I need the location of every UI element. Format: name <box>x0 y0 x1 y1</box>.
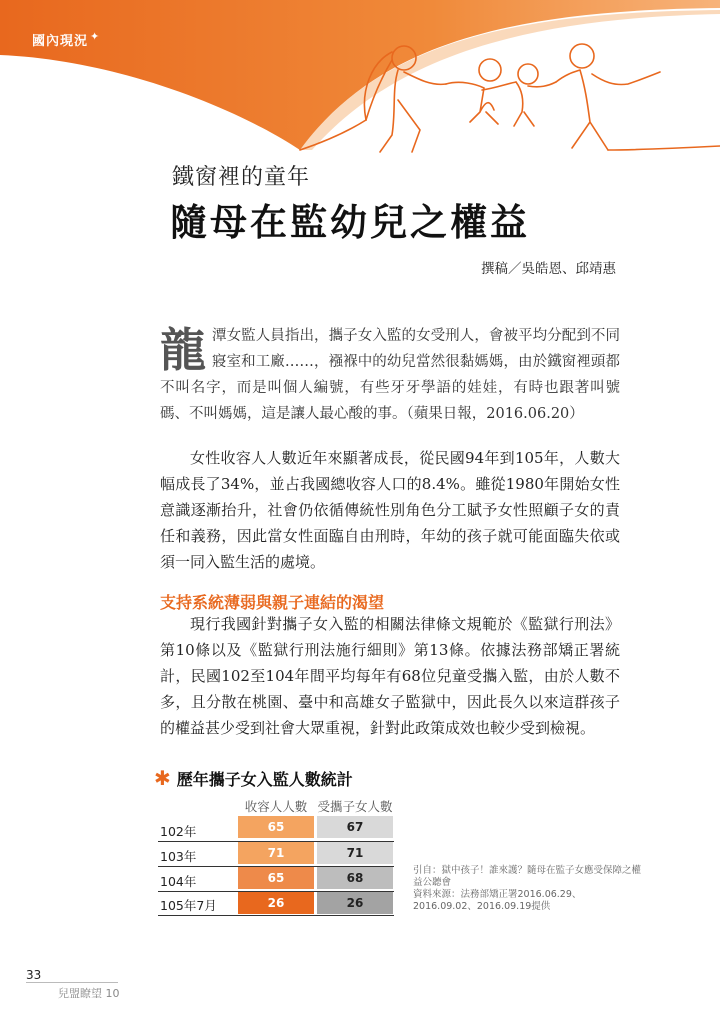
table-title <box>154 766 353 790</box>
orange-swoosh <box>0 0 720 150</box>
page-number: 33 <box>26 968 42 982</box>
table-source <box>413 865 643 913</box>
body-paragraph-2: 現行我國針對攜子女入監的相關法律條文規範於《監獄行刑法》第10條以及《監獄行刑法施行細則》第13條。依據法務部矯正署統計，民國102至104年間平均每年有68位兒童受攜入監，由於人數不多，且分散在桃園、臺中和高雄女子監獄中，因此長久以來這群孩子的權益甚少受到社會大眾重視，針對此政策成效也較少受到檢視。 <box>160 615 620 737</box>
table-cell: 26 <box>238 892 314 914</box>
article-authors: 撰稿／吳皓恩、邱靖惠 <box>481 261 616 277</box>
section-tag <box>32 30 100 49</box>
body-paragraph-1: 女性收容人人數近年來顯著成長，從民國94年到105年，人數大幅成長了34%，並占我國總收容人口的8.4%。雖從1980年開始女性意識逐漸抬升，社會仍依循傳統性別角色分工賦予女性照顧子女的責任和義務，因此當女性面臨自由刑時，年幼的孩子就可能面臨失依或須一同入監生活的處境。 <box>160 449 620 571</box>
magazine-name: 兒盟瞭望 10 <box>58 987 120 1000</box>
table-title-text: 歷年攜子女入監人數統計 <box>176 770 353 789</box>
section-tag-label: 國內現況 <box>32 34 89 49</box>
row-label: 104年 <box>160 874 197 889</box>
asterisk-icon: ✱ <box>154 766 171 790</box>
table-cell: 68 <box>317 867 393 889</box>
lead-text: 潭女監人員指出，攜子女入監的女受刑人，會被平均分配到不同寢室和工廠……，襁褓中的幼兒當然很黏媽媽，由於鐵窗裡頭都不叫名字，而是叫個人編號，有些牙牙學語的娃娃，有時也跟著叫號碼、不叫媽媽，這是讓人最心酸的事。（蘋果日報，2016.06.20） <box>160 328 620 422</box>
row-divider <box>158 915 394 916</box>
column-header-children: 受攜子女人數 <box>317 799 393 814</box>
source-citation: 引自：獄中孩子！誰來護？隨母在監子女應受保障之權益公聽會 <box>413 865 642 888</box>
footer-divider <box>26 982 118 983</box>
article-title: 隨母在監幼兒之權益 <box>170 201 530 244</box>
lead-paragraph <box>160 323 620 427</box>
header-banner <box>0 0 720 170</box>
table-cell: 26 <box>317 892 393 914</box>
table-cell: 71 <box>317 842 393 864</box>
table-cell: 65 <box>238 867 314 889</box>
sparkle-icon: ✦ <box>90 30 101 43</box>
table-cell: 65 <box>238 816 314 838</box>
table-cell: 71 <box>238 842 314 864</box>
row-label: 102年 <box>160 824 197 839</box>
row-label: 103年 <box>160 849 197 864</box>
column-header-inmates: 收容人人數 <box>244 799 308 814</box>
table-cell: 67 <box>317 816 393 838</box>
section-heading: 支持系統薄弱與親子連結的渴望 <box>160 593 385 612</box>
drop-cap: 龍 <box>160 323 206 377</box>
source-data: 資料來源：法務部矯正署2016.06.29、2016.09.02、2016.09.19提供 <box>413 889 582 912</box>
article-subtitle: 鐵窗裡的童年 <box>172 165 311 190</box>
row-label: 105年7月 <box>160 898 217 913</box>
